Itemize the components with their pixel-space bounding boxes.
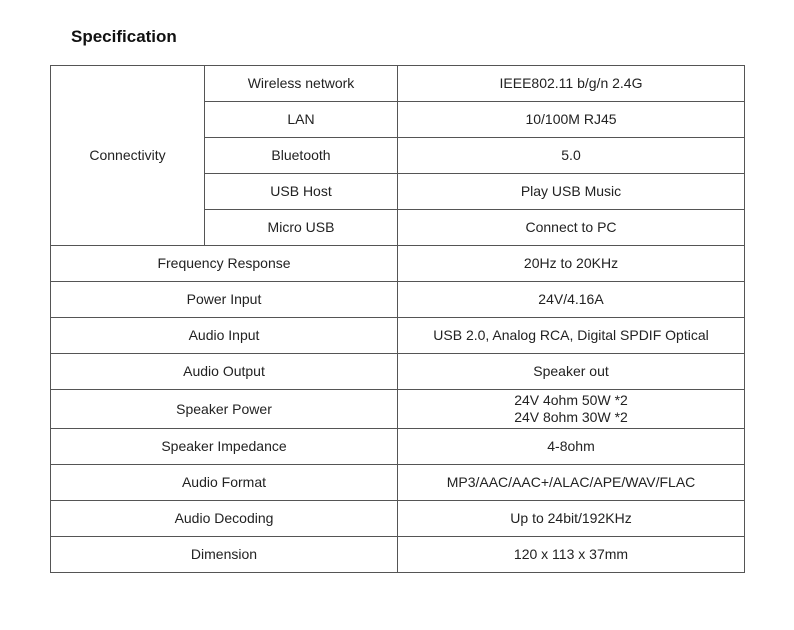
spec-value: IEEE802.11 b/g/n 2.4G: [398, 66, 745, 102]
table-row: [51, 501, 745, 537]
table-row: [51, 246, 745, 282]
spec-name: Audio Format: [51, 465, 398, 501]
spec-name: Micro USB: [205, 210, 398, 246]
spec-value: Connect to PC: [398, 210, 745, 246]
spec-value: 10/100M RJ45: [398, 102, 745, 138]
spec-name: Bluetooth: [205, 138, 398, 174]
spec-name: USB Host: [205, 174, 398, 210]
spec-name: Frequency Response: [51, 246, 398, 282]
spec-value: 5.0: [398, 138, 745, 174]
table-row: [51, 537, 745, 573]
spec-value: 120 x 113 x 37mm: [398, 537, 745, 573]
spec-name: Speaker Impedance: [51, 429, 398, 465]
spec-value: Play USB Music: [398, 174, 745, 210]
table-row: [51, 390, 745, 429]
spec-value: 4-8ohm: [398, 429, 745, 465]
spec-name: Speaker Power: [51, 390, 398, 429]
spec-value: 20Hz to 20KHz: [398, 246, 745, 282]
spec-name: Audio Input: [51, 318, 398, 354]
table-row: [51, 318, 745, 354]
spec-name: Power Input: [51, 282, 398, 318]
table-row: [51, 66, 745, 102]
spec-name: LAN: [205, 102, 398, 138]
spec-value-line: 24V 8ohm 30W *2: [514, 409, 628, 425]
connectivity-label: Connectivity: [51, 66, 205, 246]
spec-value: USB 2.0, Analog RCA, Digital SPDIF Optical: [398, 318, 745, 354]
spec-name: Wireless network: [205, 66, 398, 102]
table-row: [51, 354, 745, 390]
spec-value-line: 24V 4ohm 50W *2: [514, 392, 628, 408]
spec-name: Dimension: [51, 537, 398, 573]
page-title: Specification: [71, 27, 177, 46]
spec-value: 24V/4.16A: [398, 282, 745, 318]
specification-table: [50, 65, 745, 573]
spec-name: Audio Decoding: [51, 501, 398, 537]
spec-name: Audio Output: [51, 354, 398, 390]
table-row: [51, 429, 745, 465]
table-row: [51, 282, 745, 318]
spec-value: MP3/AAC/AAC+/ALAC/APE/WAV/FLAC: [398, 465, 745, 501]
table-row: [51, 465, 745, 501]
spec-value: Speaker out: [398, 354, 745, 390]
spec-value: Up to 24bit/192KHz: [398, 501, 745, 537]
spec-value: [398, 390, 745, 429]
